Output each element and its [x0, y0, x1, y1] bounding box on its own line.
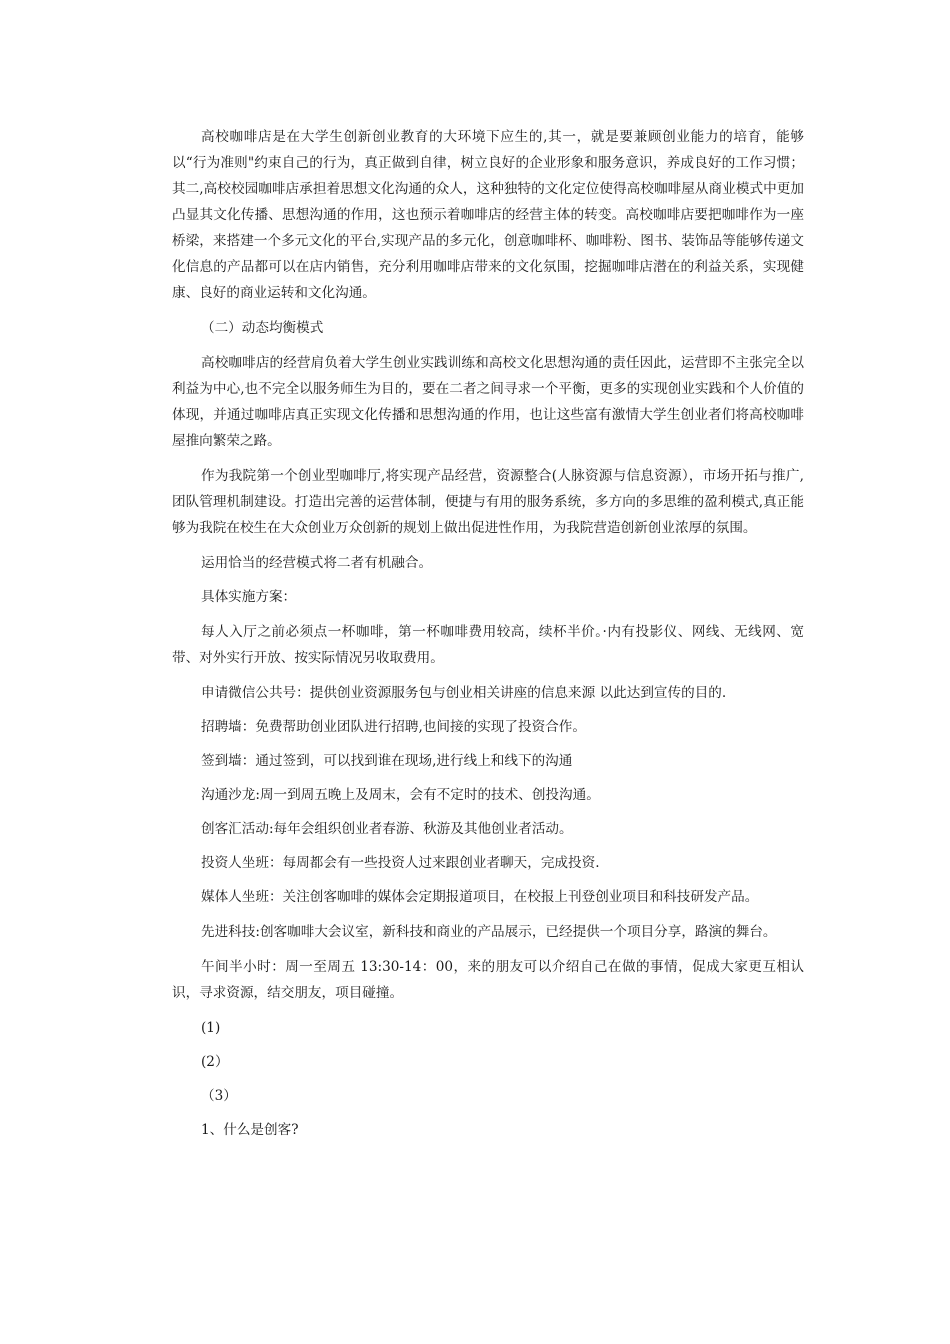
section-heading-dynamic-balance: （二）动态均衡模式	[201, 320, 324, 336]
paragraph-tech: 先进科技:创客咖啡大会议室，新科技和商业的产品展示，已经提供一个项目分享，路演的舞台。	[201, 924, 777, 940]
paragraph-recruit-wall: 招聘墙：免费帮助创业团队进行招聘,也间接的实现了投资合作。	[201, 719, 586, 735]
paragraph-investor: 投资人坐班：每周都会有一些投资人过来跟创业者聊天，完成投资.	[201, 855, 600, 871]
paragraph-wechat: 申请微信公共号：提供创业资源服务包与创业相关讲座的信息来源 以此达到宣传的目的.	[201, 685, 727, 701]
paragraph-intro: 高校咖啡店是在大学生创新创业教育的大环境下应生的,其一，就是要兼顾创业能力的培育，能够以“行为准则"约束自己的行为，真正做到自律，树立良好的企业形象和服务意识，养成良好的工作习惯；其二,高校校园咖啡店承担着思想文化沟通的众人，这种独特的文化定位使得高校咖啡屋从商业模式中更加凸显其文化传播、思想沟通的作用，这也预示着咖啡店的经营主体的转变。高校咖啡店要把咖啡作为一座桥梁，来搭建一个多元文化的平台,实现产品的多元化，创意咖啡杯、咖啡粉、图书、装饰品等能够传递文化信息的产品都可以在店内销售，充分利用咖啡店带来的文化氛围，挖掘咖啡店潜在的利益关系，实现健康、良好的商业运转和文化沟通。	[172, 129, 804, 301]
paragraph-media: 媒体人坐班：关注创客咖啡的媒体会定期报道项目，在校报上刊登创业项目和科技研发产品。	[201, 889, 759, 905]
list-marker-2: (2）	[201, 1054, 229, 1070]
implementation-plan-heading: 具体实施方案：	[201, 589, 297, 605]
paragraph-salon: 沟通沙龙:周一到周五晚上及周末，会有不定时的技术、创投沟通。	[201, 787, 600, 803]
list-marker-1: (1)	[201, 1020, 221, 1036]
paragraph-operation-balance: 高校咖啡店的经营肩负着大学生创业实践训练和高校文化思想沟通的责任因此，运营即不主张完全以利益为中心,也不完全以服务师生为目的，要在二者之间寻求一个平衡，更多的实现创业实践和个人价值的体现，并通过咖啡店真正实现文化传播和思想沟通的作用，也让这些富有激情大学生创业者们将高校咖啡屋推向繁荣之路。	[172, 355, 804, 449]
list-marker-3: （3）	[201, 1088, 237, 1104]
paragraph-entry-rules: 每人入厅之前必须点一杯咖啡，第一杯咖啡费用较高，续杯半价。·内有投影仪、网线、无线网、宽带、对外实行开放、按实际情况另收取费用。	[172, 624, 804, 666]
document-page	[172, 124, 804, 1151]
paragraph-noon: 午间半小时：周一至周五 13:30-14：00，来的朋友可以介绍自己在做的事情，促成大家更互相认识，寻求资源，结交朋友，项目碰撞。	[172, 959, 804, 1001]
question-what-is-maker: 1、什么是创客?	[201, 1122, 299, 1138]
paragraph-first-cafe: 作为我院第一个创业型咖啡厅,将实现产品经营，资源整合(人脉资源与信息资源），市场开拓与推广,团队管理机制建设。打造出完善的运营体制，便捷与有用的服务系统，多方向的多思维的盈利模式,真正能够为我院在校生在大众创业万众创新的规划上做出促进性作用，为我院营造创新创业浓厚的氛围。	[172, 468, 804, 536]
paragraph-maker-event: 创客汇活动:每年会组织创业者春游、秋游及其他创业者活动。	[201, 821, 573, 837]
paragraph-fusion: 运用恰当的经营模式将二者有机融合。	[201, 555, 433, 571]
paragraph-sign-wall: 签到墙：通过签到，可以找到谁在现场,进行线上和线下的沟通	[201, 753, 573, 769]
